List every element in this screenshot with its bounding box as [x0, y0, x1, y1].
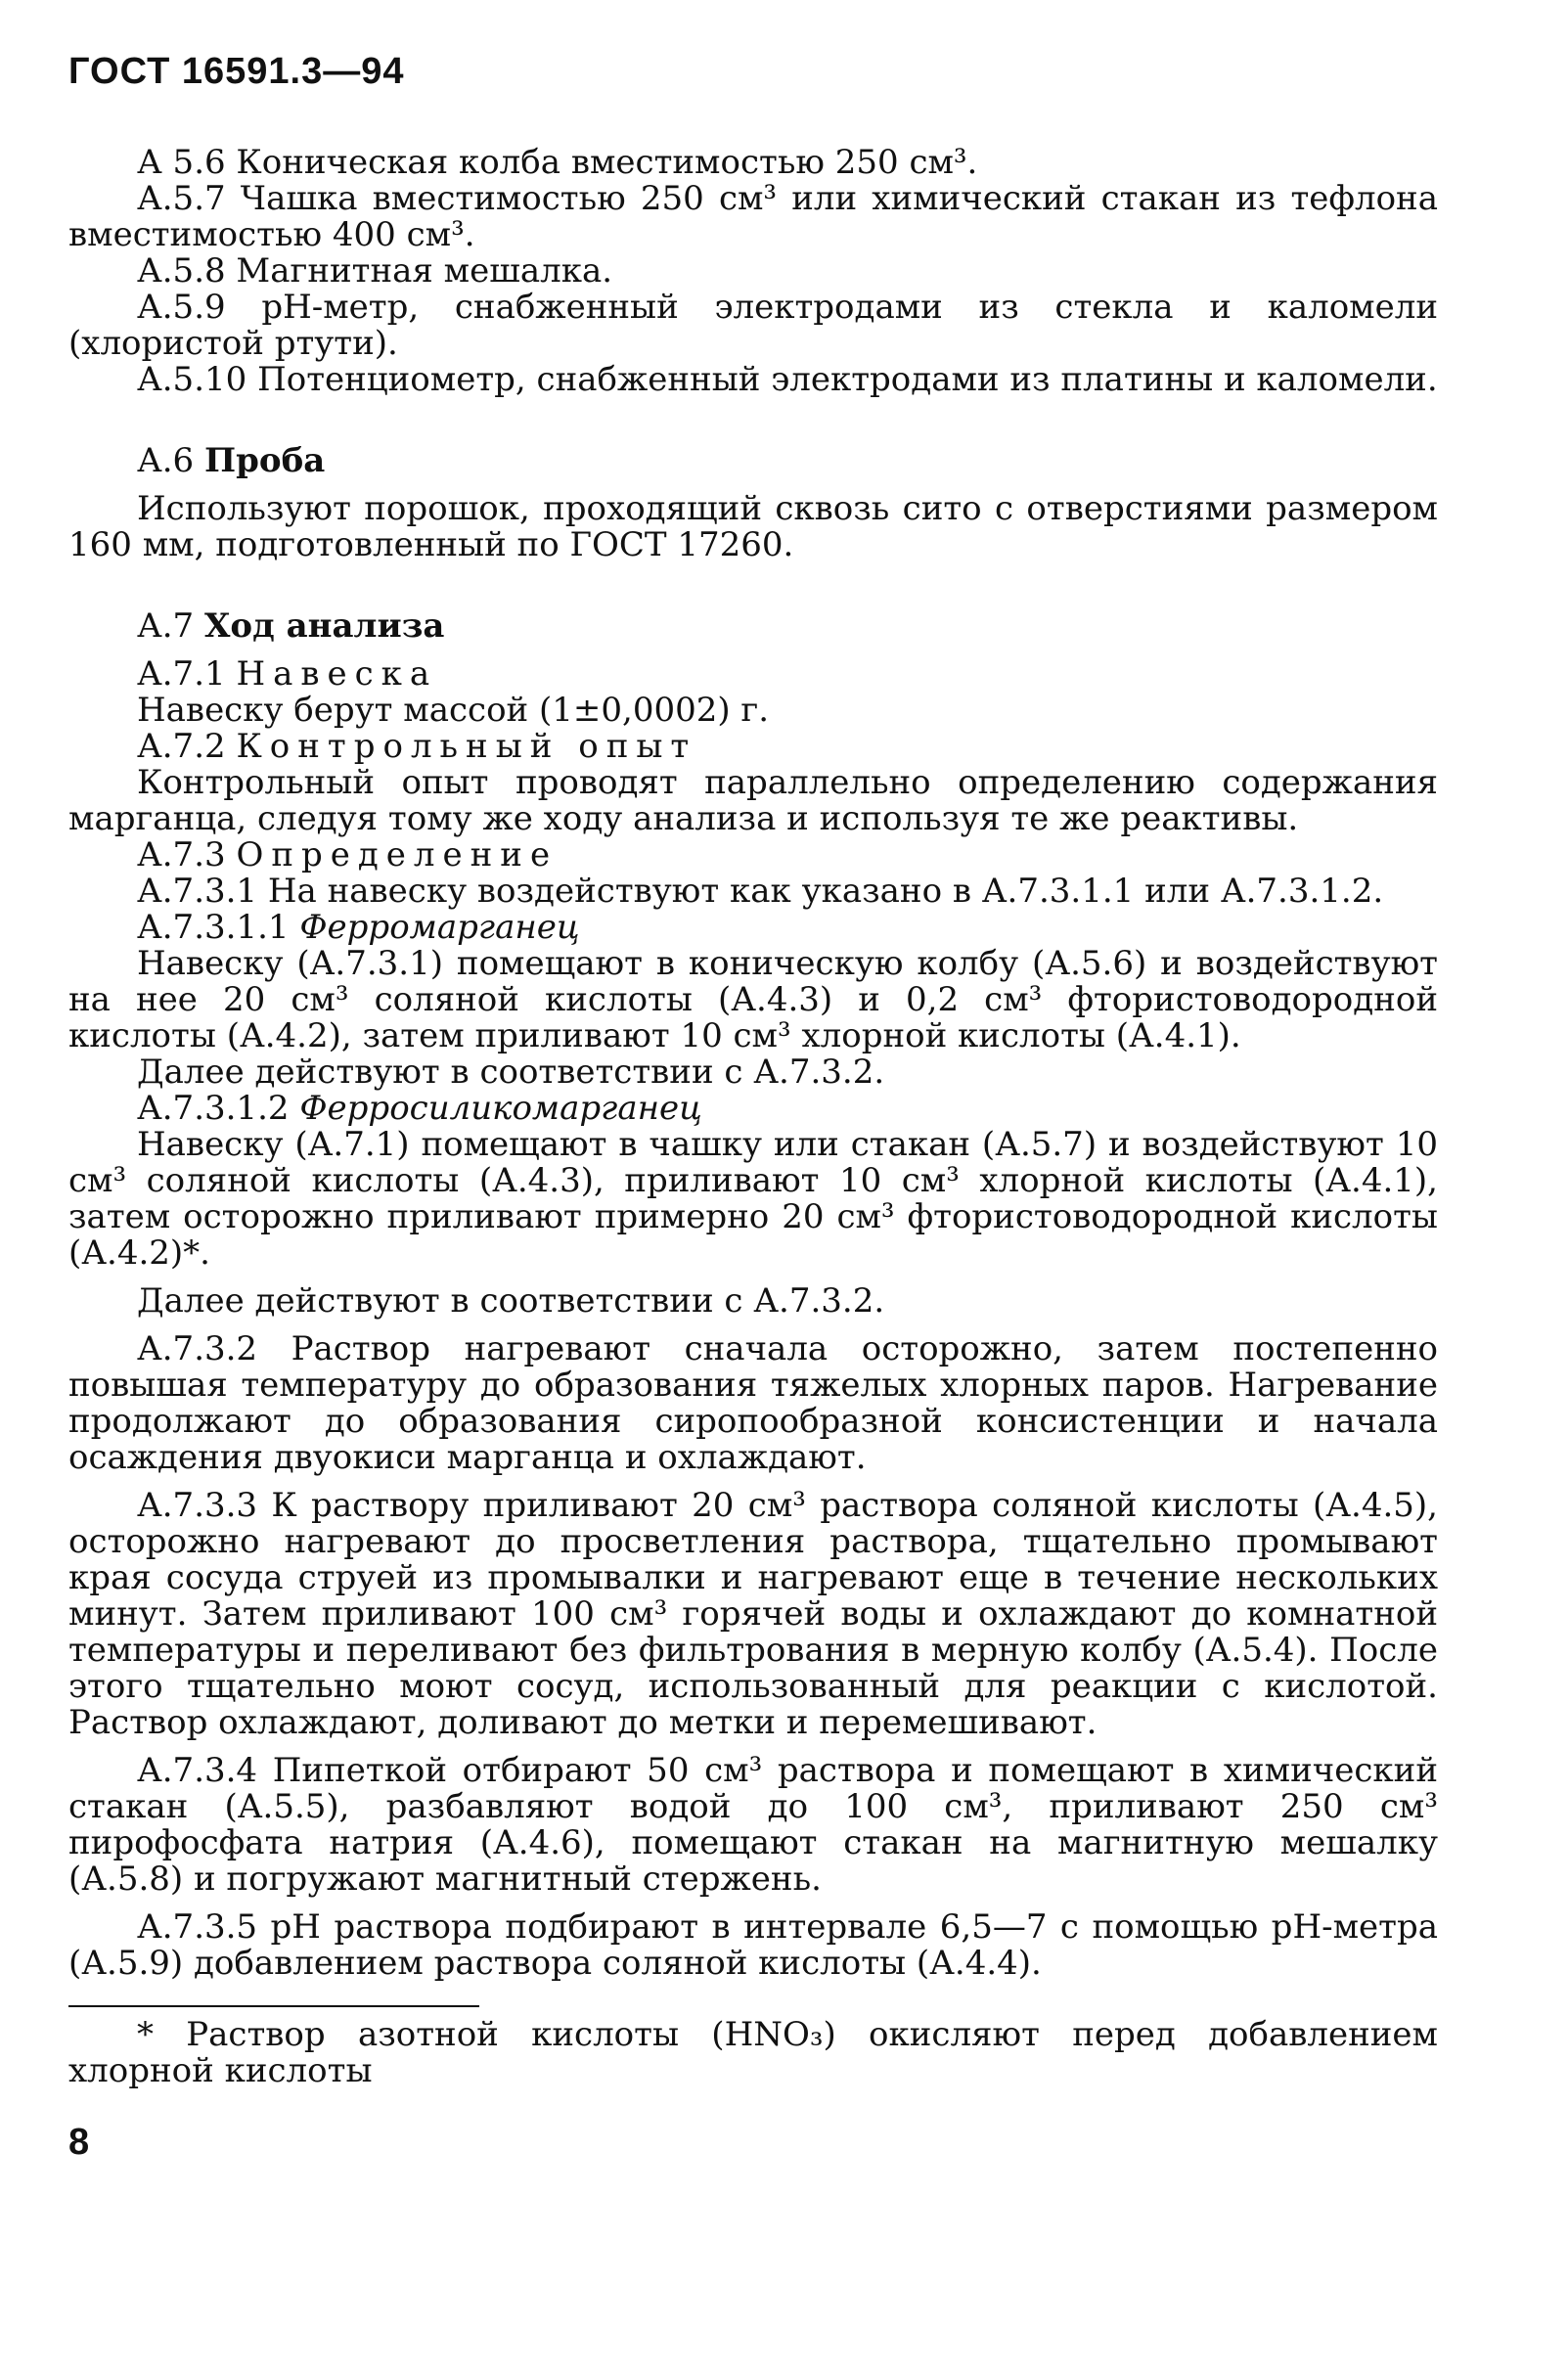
analysis-body [68, 656, 1438, 1982]
subsection-number: А.7.3.1.1 [137, 908, 290, 947]
subsection-number: А.7.3.1.2 [137, 1089, 290, 1128]
paragraph: А.7.3.5 рН раствора подбирают в интервале 6,5—7 с помощью рН-метра (А.5.9) добавлением раствора соляной кислоты (А.4.4). [68, 1907, 1438, 1983]
document-page [68, 51, 1438, 2163]
paragraph: Навеску берут массой (1±0,0002) г. [137, 691, 770, 730]
equipment-item: А.5.9 рН-метр, снабженный электродами из стекла и каломели (хлористой ртути). [68, 288, 1438, 363]
subsection-title: Ферромарганец [299, 908, 580, 947]
subsection-heading [68, 729, 1438, 765]
section-title: Ход анализа [204, 606, 445, 646]
page-number: 8 [68, 2122, 90, 2163]
paragraph: Далее действуют в соответствии с А.7.3.2. [137, 1053, 885, 1092]
section-number: А.6 [137, 441, 195, 480]
paragraph: Навеску (А.7.3.1) помещают в коническую колбу (А.5.6) и воздействуют на нее 20 см³ соляной кислоты (А.4.3) и 0,2 см³ фтористоводородной кислоты (А.4.2), затем приливают 10 см³ хлорной кислоты (А.4.1). [68, 944, 1438, 1055]
equipment-item: А.5.8 Магнитная мешалка. [137, 251, 613, 291]
equipment-list [68, 145, 1438, 398]
footnote: * Раствор азотной кислоты (HNO₃) окисляют перед добавлением хлорной кислоты [68, 2015, 1438, 2090]
document-header: ГОСТ 16591.3—94 [68, 51, 405, 92]
subsection-heading [68, 656, 1438, 693]
section-heading-analysis [68, 608, 1438, 645]
equipment-item: А.5.10 Потенциометр, снабженный электродами из платины и каломели. [137, 360, 1438, 399]
paragraph: А.7.3.2 Раствор нагревают сначала осторожно, затем постепенно повышая температуру до образования тяжелых хлорных паров. Нагревание продолжают до образования сиропообразной консистенции и начала осаждения двуокиси марганца и охлаждают. [68, 1329, 1438, 1477]
equipment-item: А 5.6 Коническая колба вместимостью 250 см³. [137, 143, 978, 182]
paragraph: Навеску (А.7.1) помещают в чашку или стакан (А.5.7) и воздействуют 10 см³ соляной кислоты (А.4.3), приливают 10 см³ хлорной кислоты (А.4.1), затем осторожно приливают примерно 20 см³ фтористоводородной кислоты (А.4.2)*. [68, 1125, 1438, 1273]
equipment-item: А.5.7 Чашка вместимостью 250 см³ или химический стакан из тефлона вместимостью 400 см³. [68, 179, 1438, 254]
subsection-number: А.7.1 [137, 654, 226, 694]
paragraph: Контрольный опыт проводят параллельно определению содержания марганца, следуя тому же ходу анализа и используя те же реактивы. [68, 763, 1438, 838]
section-title: Проба [204, 441, 326, 480]
subsection-number: А.7.3 [137, 835, 226, 874]
paragraph: А.7.3.3 К раствору приливают 20 см³ раствора соляной кислоты (А.4.5), осторожно нагревают до просветления раствора, тщательно промывают края сосуда струей из промывалки и нагревают еще в течение нескольких минут. Затем приливают 100 см³ горячей воды и охлаждают до комнатной температуры и переливают без фильтрования в мерную колбу (А.5.4). После этого тщательно моют сосуд, использованный для реакции с кислотой. Раствор охлаждают, доливают до метки и перемешивают. [68, 1486, 1438, 1742]
subsection-title: Определение [236, 835, 559, 874]
paragraph: А.7.3.1 На навеску воздействуют как указано в А.7.3.1.1 или А.7.3.1.2. [137, 872, 1384, 911]
paragraph: Далее действуют в соответствии с А.7.3.2. [137, 1281, 885, 1321]
subsection-title: Ферросиликомарганец [299, 1089, 702, 1128]
section-number: А.7 [137, 606, 195, 646]
subsection-title: Контрольный опыт [236, 727, 697, 766]
section-heading-sample [68, 443, 1438, 479]
footnote-divider [68, 2005, 479, 2007]
sample-paragraph: Используют порошок, проходящий сквозь сито с отверстиями размером 160 мм, подготовленный по ГОСТ 17260. [68, 489, 1438, 564]
subsection-heading [68, 1091, 1438, 1127]
subsection-heading [68, 910, 1438, 946]
subsection-heading [68, 837, 1438, 874]
subsection-number: А.7.2 [137, 727, 226, 766]
subsection-title: Навеска [236, 654, 438, 694]
paragraph: А.7.3.4 Пипеткой отбирают 50 см³ раствора и помещают в химический стакан (А.5.5), разбавляют водой до 100 см³, приливают 250 см³ пирофосфата натрия (А.4.6), помещают стакан на магнитную мешалку (А.5.8) и погружают магнитный стержень. [68, 1751, 1438, 1899]
